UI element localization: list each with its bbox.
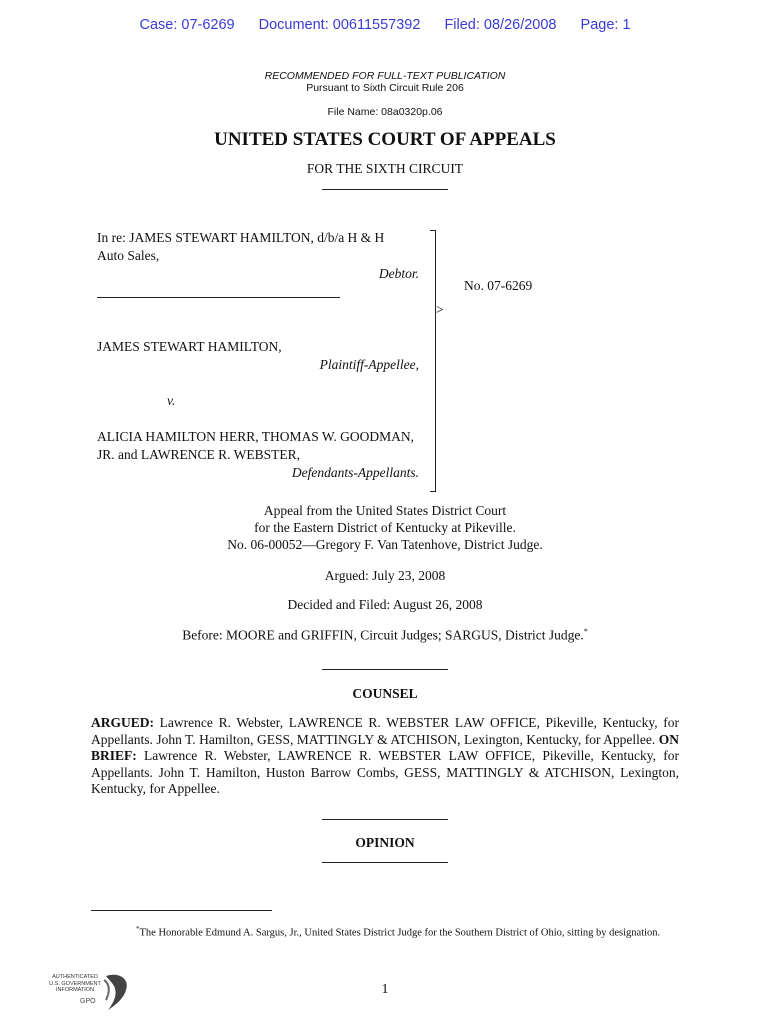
brace-bottom-tick — [430, 491, 436, 492]
defendants-line-2: JR. and LAWRENCE R. WEBSTER, — [97, 447, 301, 462]
argued-date: Argued: July 23, 2008 — [324, 568, 446, 583]
in-re-line-2: Auto Sales, — [97, 248, 160, 263]
opinion-top-divider — [322, 819, 448, 820]
opinion-heading: OPINION — [355, 835, 415, 850]
in-re-line-1: In re: JAMES STEWART HAMILTON, d/b/a H & H — [97, 230, 385, 245]
title-divider — [322, 189, 448, 190]
appeal-line-1: Appeal from the United States District Court — [263, 503, 507, 518]
counsel-paragraph — [91, 715, 679, 798]
logo-gpo: GPO — [80, 998, 96, 1005]
defendants-role: Defendants-Appellants. — [291, 465, 419, 480]
argued-text: Lawrence R. Webster, LAWRENCE R. WEBSTER LAW OFFICE, Pikeville, Kentucky, for Appellants. John T. Hamilton, GESS, MATTINGLY & ATCHISON, Lexington, Kentucky, for Appellee. — [91, 715, 679, 747]
brace-point: > — [436, 302, 444, 317]
page-number: 1 — [381, 982, 389, 997]
defendants-line-1: ALICIA HAMILTON HERR, THOMAS W. GOODMAN, — [97, 429, 415, 444]
logo-line-3: INFORMATION — [55, 987, 95, 993]
page-label: Page: 1 — [580, 17, 631, 33]
brace-top-tick — [430, 230, 436, 231]
on-brief-label: ON BRIEF: — [91, 731, 679, 763]
circuit-name: FOR THE SIXTH CIRCUIT — [306, 161, 464, 176]
logo-line-1: AUTHENTICATED — [52, 974, 98, 980]
plaintiff-name: JAMES STEWART HAMILTON, — [97, 339, 282, 354]
counsel-heading: COUNSEL — [352, 686, 418, 701]
versus: v. — [167, 393, 176, 408]
file-name: File Name: 08a0320p.06 — [327, 106, 443, 118]
debtor-role: Debtor. — [378, 266, 419, 281]
document-header — [0, 17, 770, 33]
appeal-line-2: for the Eastern District of Kentucky at Pikeville. — [254, 520, 516, 535]
opinion-bottom-divider — [322, 862, 448, 863]
panel-footnote-mark[interactable]: * — [583, 627, 588, 636]
on-brief-text: Lawrence R. Webster, LAWRENCE R. WEBSTER LAW OFFICE, Pikeville, Kentucky, for Appellants. John T. Hamilton, Huston Barrow Combs, GESS, MATTINGLY & ATCHISON, Lexington, Kentucky, for Appellee. — [91, 748, 679, 796]
counsel-divider — [322, 669, 448, 670]
filed-date: Filed: 08/26/2008 — [444, 17, 557, 33]
panel-line — [0, 627, 770, 644]
case-no: No. 07-6269 — [464, 278, 533, 293]
caption-divider — [97, 297, 340, 298]
argued-label: ARGUED: — [91, 715, 154, 730]
appeal-line-3: No. 06-00052—Gregory F. Van Tatenhove, District Judge. — [227, 537, 543, 552]
decided-date: Decided and Filed: August 26, 2008 — [287, 597, 483, 612]
footnote-rule — [91, 910, 272, 911]
footnote-mark: * — [136, 925, 140, 933]
footnote — [91, 923, 679, 940]
publication-recommendation: RECOMMENDED FOR FULL-TEXT PUBLICATION — [264, 70, 506, 82]
case-number: Case: 07-6269 — [139, 17, 235, 33]
panel-text: Before: MOORE and GRIFFIN, Circuit Judges; SARGUS, District Judge. — [182, 627, 584, 643]
publication-rule: Pursuant to Sixth Circuit Rule 206 — [306, 82, 464, 94]
document-number: Document: 00611557392 — [258, 17, 421, 33]
caption-brace — [435, 230, 436, 492]
court-title: UNITED STATES COURT OF APPEALS — [214, 129, 556, 150]
plaintiff-role: Plaintiff-Appellee, — [319, 357, 419, 372]
footnote-text: The Honorable Edmund A. Sargus, Jr., United States District Judge for the Southern District of Ohio, sitting by designation. — [139, 927, 661, 939]
logo-line-2: U.S. GOVERNMENT — [49, 980, 101, 987]
